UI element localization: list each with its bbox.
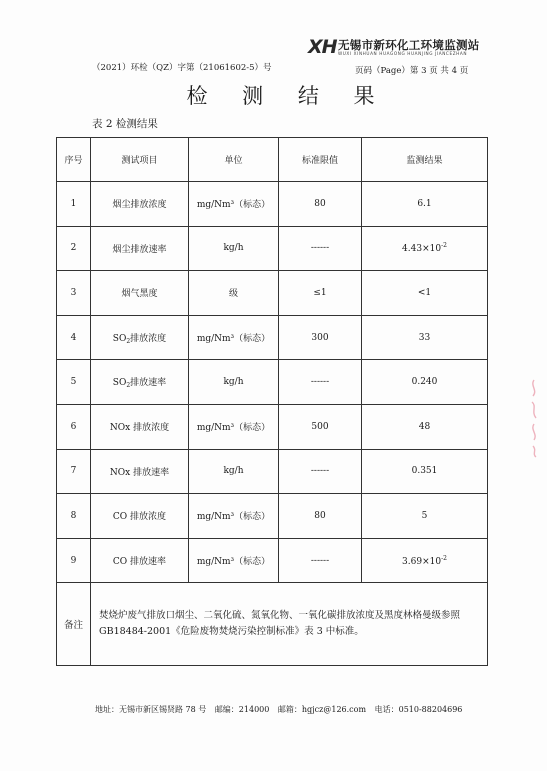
header-limit: 标准限值 <box>279 138 362 182</box>
row-no: 9 <box>57 538 91 583</box>
row-limit: ------ <box>279 226 362 271</box>
row-limit: ------ <box>279 360 362 405</box>
organization-name-en: WUXI XINHUAN HUAGONG HUANJING JIANCEZHAN <box>338 51 468 56</box>
row-unit: mg/Nm³（标态） <box>189 538 279 583</box>
row-unit: mg/Nm³（标态） <box>189 315 279 360</box>
row-result: <1 <box>362 271 488 316</box>
logo-mark: XH <box>308 36 337 58</box>
result-exponent: -2 <box>441 554 447 562</box>
result-base: 4.43×10 <box>402 244 442 255</box>
table-row <box>57 449 488 494</box>
item-subscript: 2 <box>126 382 131 390</box>
row-no: 1 <box>57 182 91 227</box>
row-unit: mg/Nm³（标态） <box>189 404 279 449</box>
footer <box>95 704 468 715</box>
row-result: 6.1 <box>362 182 488 227</box>
footer-email: 邮箱：hgjcz@126.com <box>277 705 367 714</box>
row-unit: kg/h <box>189 360 279 405</box>
row-result <box>362 226 488 271</box>
organization-name-cn: 无锡市新环化工环境监测站 <box>338 38 480 52</box>
row-limit: 500 <box>279 404 362 449</box>
row-unit: mg/Nm³（标态） <box>189 182 279 227</box>
row-no: 7 <box>57 449 91 494</box>
result-base: 3.69×10 <box>402 556 442 567</box>
footer-phone: 电话：0510-88204696 <box>374 705 463 714</box>
result-exponent: -2 <box>441 242 447 250</box>
row-item: 烟气黑度 <box>91 271 189 316</box>
row-no: 3 <box>57 271 91 316</box>
row-no: 4 <box>57 315 91 360</box>
table-row <box>57 182 488 227</box>
row-item <box>91 360 189 405</box>
row-item: NOx 排放浓度 <box>91 404 189 449</box>
row-limit: 300 <box>279 315 362 360</box>
row-no: 6 <box>57 404 91 449</box>
footer-address: 地址：无锡市新区锡贤路 78 号 <box>95 705 207 714</box>
organization-logo <box>308 36 478 62</box>
table-row <box>57 271 488 316</box>
item-subscript: 2 <box>126 337 131 345</box>
row-limit: 80 <box>279 182 362 227</box>
row-limit: ≤1 <box>279 271 362 316</box>
table-row <box>57 494 488 539</box>
row-item: CO 排放速率 <box>91 538 189 583</box>
results-table <box>56 137 488 666</box>
row-result: 0.240 <box>362 360 488 405</box>
item-suffix: 排放速率 <box>130 378 167 389</box>
row-limit: ------ <box>279 449 362 494</box>
note-label: 备注 <box>57 583 91 666</box>
row-item: CO 排放浓度 <box>91 494 189 539</box>
row-item: 烟尘排放速率 <box>91 226 189 271</box>
row-unit: kg/h <box>189 449 279 494</box>
table-caption: 表 2 检测结果 <box>92 118 158 130</box>
page-info: 页码（Page）第 3 页 共 4 页 <box>355 66 469 76</box>
row-item: 烟尘排放浓度 <box>91 182 189 227</box>
page-title: 检 测 结 果 <box>186 84 389 108</box>
row-unit: 级 <box>189 271 279 316</box>
row-item: NOx 排放速率 <box>91 449 189 494</box>
row-result: 48 <box>362 404 488 449</box>
table-row <box>57 404 488 449</box>
row-unit: mg/Nm³（标态） <box>189 494 279 539</box>
header-unit: 单位 <box>189 138 279 182</box>
row-unit: kg/h <box>189 226 279 271</box>
row-result: 5 <box>362 494 488 539</box>
row-result <box>362 538 488 583</box>
row-no: 5 <box>57 360 91 405</box>
table-note-row <box>57 583 488 666</box>
header-no: 序号 <box>57 138 91 182</box>
header-result: 监测结果 <box>362 138 488 182</box>
table-row <box>57 360 488 405</box>
row-result: 33 <box>362 315 488 360</box>
header-item: 测试项目 <box>91 138 189 182</box>
row-item <box>91 315 189 360</box>
table-row <box>57 315 488 360</box>
item-prefix: SO <box>112 378 127 389</box>
note-text: 焚烧炉废气排放口烟尘、二氧化硫、氮氧化物、一氧化碳排放浓度及黑度林格曼级参照 GB18484-2001《危险废物焚烧污染控制标准》表 3 中标准。 <box>91 583 488 666</box>
table-header-row <box>57 138 488 182</box>
row-limit: 80 <box>279 494 362 539</box>
item-prefix: SO <box>112 333 127 344</box>
table-row <box>57 538 488 583</box>
table-row <box>57 226 488 271</box>
row-result: 0.351 <box>362 449 488 494</box>
report-number: （2021）环检（QZ）字第（21061602-5）号 <box>92 63 272 73</box>
row-limit: ------ <box>279 538 362 583</box>
item-suffix: 排放浓度 <box>130 333 167 344</box>
footer-postcode: 邮编：214000 <box>214 705 270 714</box>
row-no: 8 <box>57 494 91 539</box>
row-no: 2 <box>57 226 91 271</box>
seal-edge-mark <box>528 378 542 458</box>
